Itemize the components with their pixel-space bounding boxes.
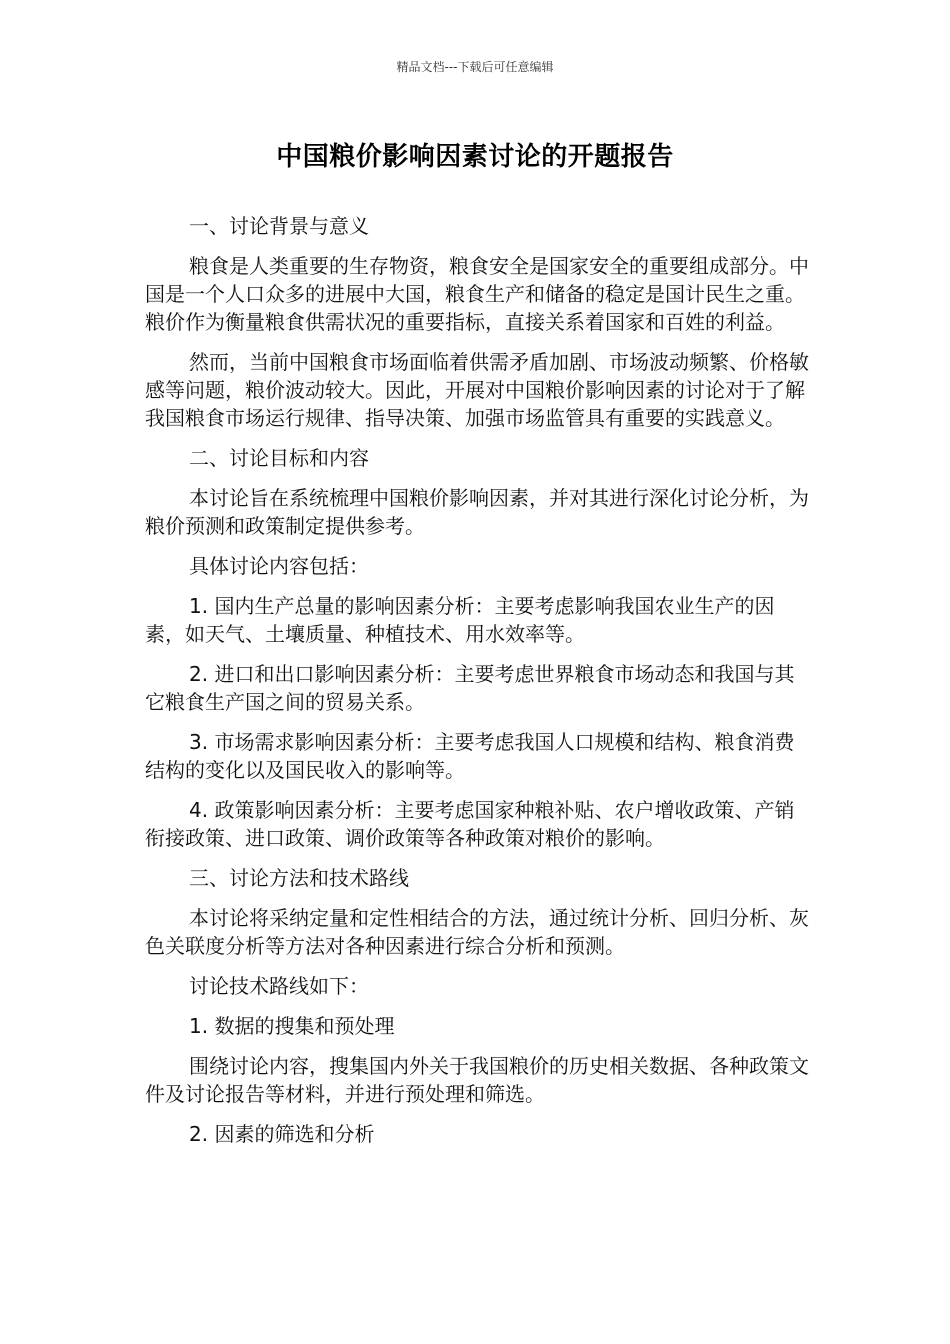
paragraph-route-1-detail: 围绕讨论内容，搜集国内外关于我国粮价的历史相关数据、各种政策文件及讨论报告等材料，并进行预处理和筛选。: [145, 1054, 809, 1106]
list-item-content-4: 4. 政策影响因素分析：主要考虑国家种粮补贴、农户增收政策、产销衔接政策、进口政策、调价政策等各种政策对粮价的影响。: [145, 798, 795, 850]
paragraph-route-lead: 讨论技术路线如下：: [189, 974, 369, 998]
list-item-route-1: 1. 数据的搜集和预处理: [189, 1014, 395, 1038]
list-item-route-2: 2. 因素的筛选和分析: [189, 1122, 375, 1146]
section-heading-goals: 二、讨论目标和内容: [189, 446, 369, 470]
section-heading-methods: 三、讨论方法和技术路线: [189, 866, 409, 890]
paragraph-background-2: 然而，当前中国粮食市场面临着供需矛盾加剧、市场波动频繁、价格敏感等问题，粮价波动较大。因此，开展对中国粮价影响因素的讨论对于了解我国粮食市场运行规律、指导决策、加强市场监管具有重要的实践意义。: [145, 350, 809, 430]
list-item-content-1: 1. 国内生产总量的影响因素分析：主要考虑影响我国农业生产的因素，如天气、土壤质量、种植技术、用水效率等。: [145, 594, 775, 646]
header-note: 精品文档---下载后可任意编辑: [396, 60, 554, 74]
paragraph-methods: 本讨论将采纳定量和定性相结合的方法，通过统计分析、回归分析、灰色关联度分析等方法对各种因素进行综合分析和预测。: [145, 906, 809, 958]
section-heading-background: 一、讨论背景与意义: [189, 214, 369, 238]
document-title: 中国粮价影响因素讨论的开题报告: [276, 142, 674, 172]
paragraph-background-1: 粮食是人类重要的生存物资，粮食安全是国家安全的重要组成部分。中国是一个人口众多的进展中大国，粮食生产和储备的稳定是国计民生之重。粮价作为衡量粮食供需状况的重要指标，直接关系着国家和百姓的利益。: [145, 254, 809, 334]
paragraph-goals-intro: 本讨论旨在系统梳理中国粮价影响因素，并对其进行深化讨论分析，为粮价预测和政策制定提供参考。: [145, 486, 809, 538]
paragraph-content-lead: 具体讨论内容包括：: [189, 554, 369, 578]
list-item-content-3: 3. 市场需求影响因素分析：主要考虑我国人口规模和结构、粮食消费结构的变化以及国民收入的影响等。: [145, 730, 795, 782]
list-item-content-2: 2. 进口和出口影响因素分析：主要考虑世界粮食市场动态和我国与其它粮食生产国之间的贸易关系。: [145, 662, 795, 714]
document-body: [145, 212, 810, 1160]
